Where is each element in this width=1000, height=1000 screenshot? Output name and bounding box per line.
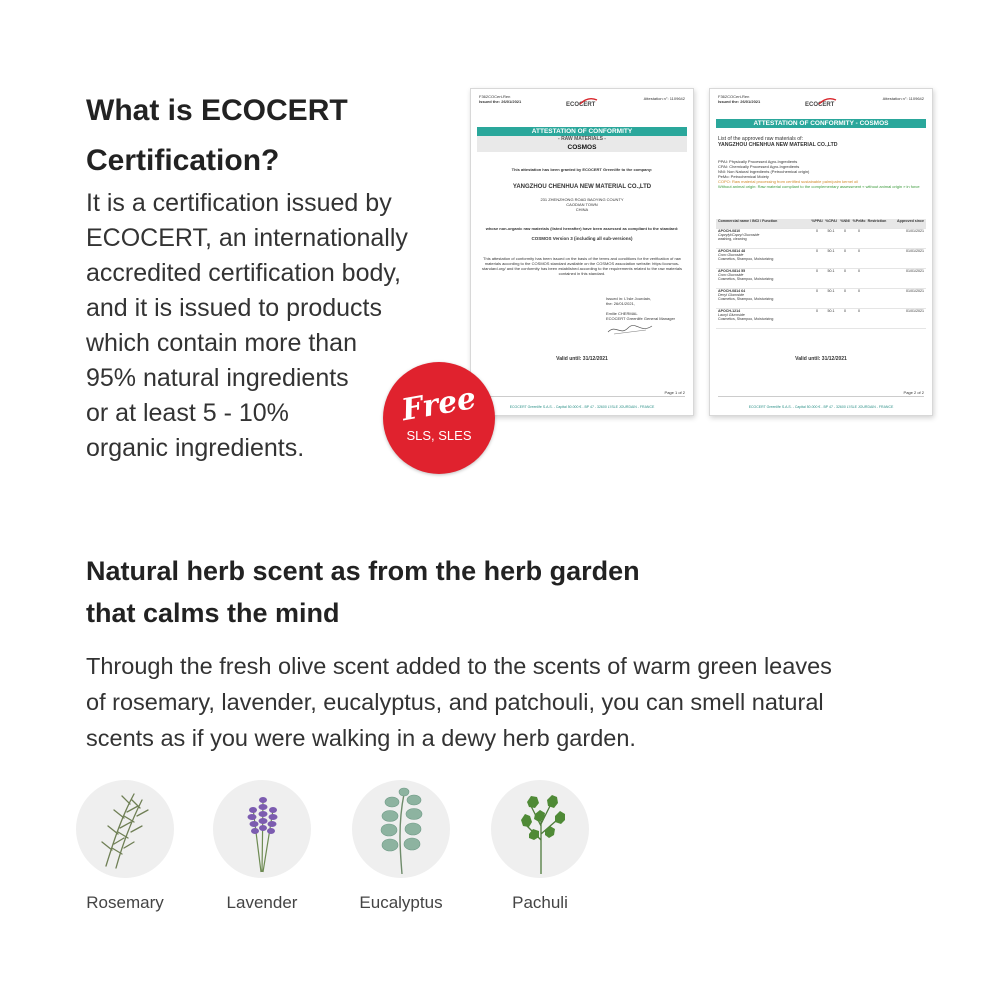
cert-table-row [716, 289, 926, 309]
cert-table-cell-cpai: 50.1 [827, 289, 835, 293]
cert-table-col: Commercial name / INCI / Function [718, 219, 778, 223]
cert-table-col: %CPAI [825, 219, 837, 223]
scent-description-line: Through the fresh olive scent added to the scents of warm green leaves [86, 653, 832, 679]
herb-rosemary [55, 780, 195, 914]
ecocert-description-line: accredited certification body, [86, 259, 401, 287]
cert-table-cell-ppai: 0 [816, 249, 818, 253]
cert-table-cell-name [716, 229, 810, 241]
patchouli-icon [491, 780, 589, 878]
cert-band-subtitle: - RAW MATERIALS - [477, 136, 687, 143]
scent-heading-line-2: that calms the mind [86, 598, 340, 628]
herb-circle [491, 780, 589, 878]
ecocert-heading [86, 86, 426, 186]
cert-table-cell-name [716, 309, 810, 321]
cert-ref: F362COCert-Ren [718, 94, 750, 99]
cert-table-cell-ppai: 0 [816, 269, 818, 273]
cert-table-cell-cpai: 50.1 [827, 309, 835, 313]
cert-signer-title: ECOCERT Greenlife General Manager [606, 316, 675, 321]
eucalyptus-icon [352, 780, 450, 878]
cert-table-row [716, 309, 926, 329]
cert-material-inci: Coco Glucoside [718, 273, 744, 277]
cert-address-line: CAODIAN TOWN [566, 202, 598, 207]
ecocert-description-line: organic ingredients. [86, 434, 305, 462]
scent-heading-line-1: Natural herb scent as from the herb garden [86, 556, 640, 586]
cert-legend-line: PPAI: Physically Processed Agro-Ingredients [718, 159, 798, 164]
cert-band-scheme: COSMOS [477, 143, 687, 152]
cert-table-cell-since: 01/01/2021 [906, 289, 924, 293]
cert-legend-line: NNI: Non Natural Ingredients (Petrochemical origin) [718, 169, 810, 174]
cert-company: YANGZHOU CHENHUA NEW MATERIAL CO.,LTD [718, 142, 838, 148]
cert-legend-line: COPO: Raw material processing from certified sustainable palm/palm kernel oil [718, 179, 859, 184]
cert-table-col: %PeMo [852, 219, 866, 223]
cert-table-cell-pemo: 0 [858, 249, 860, 253]
cert-assessed: whose non-organic raw materials (listed hereafter) have been assessed as compliant to the standard: [485, 226, 679, 231]
herb-lavender [192, 780, 332, 914]
cert-address-line: 231 ZHENZHONG ROAD BAOYING COUNTY [540, 197, 624, 202]
cert-table-cell-name [716, 269, 810, 281]
scent-description [86, 648, 966, 756]
ecocert-description-line: and it is issued to products [86, 294, 382, 322]
cert-material-code: APOCH-0814 55 [718, 269, 746, 273]
certificate-cosmos-list [709, 88, 933, 416]
cert-legend-line: CPAI: Chemically Processed Agro-Ingredients [718, 164, 800, 169]
cert-issued: Issued the: 26/01/2021 [718, 99, 761, 104]
ecocert-description-line: It is a certification issued by [86, 189, 392, 217]
cert-table-cell-ppai: 0 [816, 309, 818, 313]
cert-attestation-number: Attestation n°: 1109642 [643, 96, 685, 101]
herb-patchouli [470, 780, 610, 914]
cert-issued-place: Issued in: L'Isle Jourdain, [606, 296, 652, 301]
cert-table-cell-cpai: 50.1 [827, 249, 835, 253]
cert-warning [718, 365, 924, 387]
cert-table-cell-since: 01/01/2021 [906, 269, 924, 273]
cert-table-row [716, 229, 926, 249]
cert-table-col: Approved since [897, 219, 924, 223]
cert-page: Page 1 of 2 [664, 390, 685, 395]
herb-circle [76, 780, 174, 878]
cert-material-function: Cosmetics, Shampoo, Moisturizing [718, 297, 774, 301]
herb-label: Rosemary [86, 893, 164, 912]
ecocert-logo-text: ECOCERT [805, 102, 835, 108]
cert-table-cell-pemo: 0 [858, 309, 860, 313]
cert-table-cell-nni: 0 [844, 229, 846, 233]
cert-material-function: Cosmetics, Shampoo, Moisturizing [718, 257, 774, 261]
cert-legend-line: Without animal origin: Raw material compliant to the complementary assessment « without animal origin » in force [718, 184, 920, 189]
cert-table-cell-since: 01/01/2021 [906, 229, 924, 233]
scent-description-line: scents as if you were walking in a dewy herb garden. [86, 725, 636, 751]
cert-material-code: APOCH-0814 48 [718, 249, 746, 253]
herb-label: Pachuli [512, 893, 568, 912]
herb-label: Lavender [226, 893, 298, 912]
cert-footer: ECOCERT Greenlife S.A.S. - Capital 50.000 € - BP 47 - 32600 L'ISLE JOURDAIN - FRANCE [748, 405, 894, 409]
cert-material-inci: Coco Glucoside [718, 253, 744, 257]
cert-table-cell-pemo: 0 [858, 269, 860, 273]
cert-divider [718, 396, 924, 397]
ecocert-description-line: or at least 5 - 10% [86, 399, 289, 427]
cert-material-function: washing, cleaning [718, 237, 747, 241]
cert-material-inci: Caprylyl/Capryl Glucoside [718, 233, 760, 237]
cert-table-col: %PPAI [811, 219, 823, 223]
cert-table-cell-ppai: 0 [816, 289, 818, 293]
ecocert-description-line: ECOCERT, an internationally [86, 224, 408, 252]
lavender-icon [213, 780, 311, 878]
cert-ref: F362COCert-Ren [479, 94, 511, 99]
cert-address-line: CHINA [575, 207, 589, 212]
cert-material-inci: Decyl Glucoside [718, 293, 744, 297]
cert-table-row [716, 269, 926, 289]
ecocert-description-line: which contain more than [86, 329, 357, 357]
cert-material-function: Cosmetics, Shampoo, Moisturizing [718, 317, 774, 321]
ecocert-heading-line-1: What is ECOCERT [86, 94, 348, 127]
signature-icon [606, 322, 656, 338]
herb-circle [213, 780, 311, 878]
ecocert-heading-line-2: Certification? [86, 144, 280, 177]
cert-material-code: APOCH-0810 [718, 229, 741, 233]
cert-table-cell-name [716, 249, 810, 261]
cert-table-cell-name [716, 289, 810, 301]
cert-table [716, 219, 926, 329]
cert-valid-until: Valid until: 31/12/2021 [795, 356, 847, 362]
cert-table-cell-nni: 0 [844, 249, 846, 253]
cert-table-cell-nni: 0 [844, 309, 846, 313]
cert-granted: This attestation has been granted by ECOCERT Greenlife to the company: [511, 167, 653, 172]
cert-table-cell-since: 01/01/2021 [906, 309, 924, 313]
cert-band-title: ATTESTATION OF CONFORMITY [477, 127, 687, 136]
herb-label: Eucalyptus [359, 893, 443, 912]
ecocert-logo [805, 102, 834, 108]
badge-title: Free [399, 380, 479, 429]
cert-table-col: %NNI [840, 219, 850, 223]
cert-signer: Emilie CHERMAL [606, 311, 638, 316]
cert-issued-on: the: 26/01/2021, [606, 301, 635, 306]
cert-standard: COSMOS Version 3 (including all sub-versions) [531, 236, 633, 241]
cert-legend [718, 159, 924, 189]
cert-material-function: Cosmetics, Shampoo, Moisturizing [718, 277, 774, 281]
herb-circle [352, 780, 450, 878]
cert-table-cell-pemo: 0 [858, 289, 860, 293]
cert-valid-until: Valid until: 31/12/2021 [556, 356, 608, 362]
cert-table-cell-nni: 0 [844, 269, 846, 273]
cert-company: YANGZHOU CHENHUA NEW MATERIAL CO.,LTD [512, 184, 652, 190]
badge-subtitle: SLS, SLES [406, 428, 472, 443]
cert-table-cell-pemo: 0 [858, 229, 860, 233]
cert-legend-line: PeMo: Petrochemical Moiety [718, 174, 769, 179]
cert-table-cell-since: 01/01/2021 [906, 249, 924, 253]
ecocert-logo-text: ECOCERT [566, 102, 596, 108]
herb-eucalyptus [331, 780, 471, 914]
cert-note: This attestation of conformity has been issued on the basis of the terms and conditions for the verification of raw materials according to the COSMOS standard available on the COSMOS association website: https://cosmos-standard.org/ and the conformity has been established according to the requirements related to the raw materials contained in this standard. [482, 256, 682, 276]
cert-divider [479, 396, 685, 397]
cert-material-code: APOCH-0814 64 [718, 289, 746, 293]
cert-table-header [716, 219, 926, 229]
cert-table-cell-ppai: 0 [816, 229, 818, 233]
cert-issued: Issued the: 26/01/2021 [479, 99, 522, 104]
cert-attestation-number: Attestation n°: 1109642 [882, 96, 924, 101]
cert-material-inci: Lauryl Glucoside [718, 313, 745, 317]
free-sls-sles-badge [383, 362, 495, 474]
cert-material-code: APOCH-1214 [718, 309, 741, 313]
scent-description-line: of rosemary, lavender, eucalyptus, and patchouli, you can smell natural [86, 689, 824, 715]
rosemary-icon [76, 780, 174, 878]
cert-table-col: Restriction [867, 219, 887, 223]
cert-footer: ECOCERT Greenlife S.A.S. - Capital 50.000 € - BP 47 - 32600 L'ISLE JOURDAIN - FRANCE [509, 405, 655, 409]
cert-band-title: ATTESTATION OF CONFORMITY - COSMOS [716, 119, 926, 128]
ecocert-description-line: 95% natural ingredients [86, 364, 349, 392]
ecocert-logo-icon [817, 97, 837, 105]
cert-table-cell-cpai: 50.1 [827, 269, 835, 273]
cert-list-intro: List of the approved raw materials of: [718, 136, 804, 142]
cert-table-cell-nni: 0 [844, 289, 846, 293]
certificate-raw-materials [470, 88, 694, 416]
cert-table-cell-cpai: 50.1 [827, 229, 835, 233]
cert-table-row [716, 249, 926, 269]
cert-page: Page 2 of 2 [903, 390, 924, 395]
scent-heading [86, 550, 786, 634]
ecocert-logo [566, 102, 595, 108]
ecocert-logo-icon [578, 97, 598, 105]
